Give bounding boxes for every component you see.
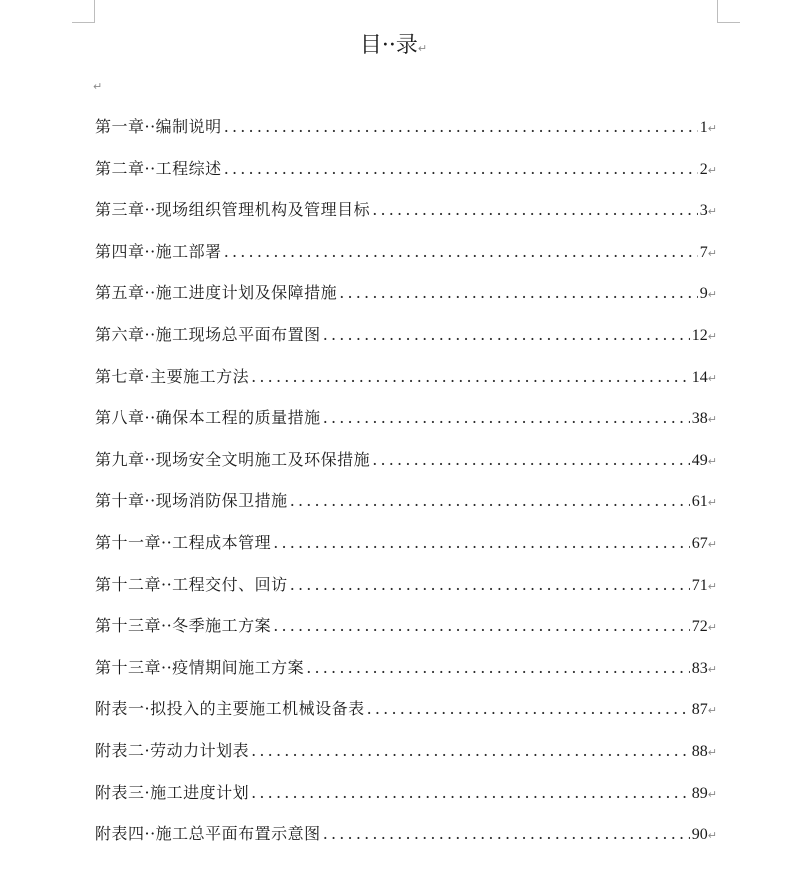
toc-entry-page-number[interactable]: 7 bbox=[699, 243, 708, 261]
paragraph-mark-icon: ↵ bbox=[707, 205, 717, 219]
paragraph-mark-icon: ↵ bbox=[707, 621, 717, 635]
toc-entry[interactable] bbox=[95, 114, 717, 156]
toc-entry-page-number[interactable]: 87 bbox=[691, 701, 708, 719]
toc-entry[interactable] bbox=[95, 280, 717, 322]
toc-entry-page-number[interactable]: 2 bbox=[699, 160, 708, 178]
paragraph-mark-icon: ↵ bbox=[707, 371, 717, 385]
toc-dot-leader bbox=[251, 741, 690, 760]
toc-dot-leader bbox=[339, 283, 698, 302]
toc-entry[interactable] bbox=[95, 447, 717, 489]
toc-entry[interactable] bbox=[95, 156, 717, 198]
toc-entry-page-number[interactable]: 89 bbox=[691, 784, 708, 802]
toc-entry[interactable] bbox=[95, 530, 717, 572]
toc-entry-label[interactable]: 第二章··工程综述 bbox=[95, 158, 222, 178]
toc-entry-label[interactable]: 附表三·施工进度计划 bbox=[95, 782, 250, 802]
toc-entry-label[interactable]: 第十二章··工程交付、回访 bbox=[95, 574, 288, 594]
toc-entry[interactable] bbox=[95, 655, 717, 697]
toc-entry[interactable] bbox=[95, 488, 717, 530]
toc-dot-leader bbox=[372, 450, 690, 469]
paragraph-mark-icon: ↵ bbox=[707, 829, 717, 843]
toc-dot-leader bbox=[306, 658, 690, 677]
toc-entry-label[interactable]: 附表二·劳动力计划表 bbox=[95, 740, 250, 760]
toc-entry-label[interactable]: 第八章··确保本工程的质量措施 bbox=[95, 408, 321, 428]
toc-entry-page-number[interactable]: 71 bbox=[691, 576, 708, 594]
paragraph-mark-icon: ↵ bbox=[707, 288, 717, 302]
toc-dot-leader bbox=[323, 824, 690, 843]
toc-entry-label[interactable]: 第九章··现场安全文明施工及环保措施 bbox=[95, 449, 371, 469]
toc-title-text: 目··录 bbox=[359, 33, 418, 58]
toc-entry-label[interactable]: 第三章··现场组织管理机构及管理目标 bbox=[95, 200, 371, 220]
paragraph-mark-icon: ↵ bbox=[707, 745, 717, 759]
toc-dot-leader bbox=[323, 325, 690, 344]
paragraph-mark-icon: ↵ bbox=[707, 537, 717, 551]
toc-entry-page-number[interactable]: 38 bbox=[691, 410, 708, 428]
toc-entry-page-number[interactable]: 49 bbox=[691, 451, 708, 469]
toc-entry-label[interactable]: 第六章··施工现场总平面布置图 bbox=[95, 324, 321, 344]
toc-dot-leader bbox=[290, 575, 690, 594]
toc-entry-label[interactable]: 第十三章··疫情期间施工方案 bbox=[95, 657, 305, 677]
toc-entry-page-number[interactable]: 67 bbox=[691, 534, 708, 552]
empty-paragraph-mark-icon: ↵ bbox=[93, 80, 103, 93]
paragraph-mark-icon: ↵ bbox=[707, 122, 717, 135]
toc-entry[interactable] bbox=[95, 364, 717, 406]
paragraph-mark-icon: ↵ bbox=[707, 413, 717, 427]
toc-entry[interactable] bbox=[95, 197, 717, 239]
paragraph-mark-icon: ↵ bbox=[707, 246, 717, 260]
toc-entry-label[interactable]: 第十章··现场消防保卫措施 bbox=[95, 491, 288, 511]
paragraph-mark-icon: ↵ bbox=[707, 496, 717, 510]
toc-entry-page-number[interactable]: 14 bbox=[691, 368, 708, 386]
toc-entry-label[interactable]: 第七章·主要施工方法 bbox=[95, 366, 250, 386]
toc-dot-leader bbox=[323, 408, 690, 427]
paragraph-mark-icon: ↵ bbox=[707, 579, 717, 593]
paragraph-mark-icon: ↵ bbox=[707, 163, 717, 177]
toc-entry-page-number[interactable]: 1 bbox=[699, 119, 708, 136]
toc-dot-leader bbox=[273, 616, 690, 635]
toc-dot-leader bbox=[224, 159, 698, 178]
toc-dot-leader bbox=[251, 367, 690, 386]
toc-entry-page-number[interactable]: 12 bbox=[691, 326, 708, 344]
toc-dot-leader bbox=[224, 117, 698, 136]
toc-dot-leader bbox=[367, 699, 690, 718]
toc-entry-label[interactable]: 第四章··施工部署 bbox=[95, 241, 222, 261]
toc-entry[interactable] bbox=[95, 821, 717, 863]
paragraph-mark-icon: ↵ bbox=[707, 704, 717, 718]
toc-entry[interactable] bbox=[95, 613, 717, 655]
toc-dot-leader bbox=[251, 783, 690, 802]
toc-entry-page-number[interactable]: 3 bbox=[699, 202, 708, 220]
paragraph-mark-icon: ↵ bbox=[417, 42, 428, 55]
toc-entry-page-number[interactable]: 90 bbox=[691, 826, 708, 844]
toc-entry[interactable] bbox=[95, 738, 717, 780]
toc-entry[interactable] bbox=[95, 780, 717, 822]
toc-entry-label[interactable]: 第十三章··冬季施工方案 bbox=[95, 616, 272, 636]
toc-entry[interactable] bbox=[95, 239, 717, 281]
toc-entry[interactable] bbox=[95, 405, 717, 447]
toc-entry[interactable] bbox=[95, 696, 717, 738]
toc-entry-page-number[interactable]: 88 bbox=[691, 742, 708, 760]
toc-dot-leader bbox=[372, 200, 698, 219]
toc-dot-leader bbox=[290, 491, 690, 510]
toc-dot-leader bbox=[224, 242, 698, 261]
paragraph-mark-icon: ↵ bbox=[707, 787, 717, 801]
toc-entry-label[interactable]: 第十一章··工程成本管理 bbox=[95, 532, 272, 552]
toc-entry-page-number[interactable]: 9 bbox=[699, 285, 708, 303]
toc-entry-label[interactable]: 附表四··施工总平面布置示意图 bbox=[95, 824, 321, 844]
toc-entry-page-number[interactable]: 72 bbox=[691, 618, 708, 636]
toc-entry-page-number[interactable]: 83 bbox=[691, 659, 708, 677]
toc-entry[interactable] bbox=[95, 572, 717, 614]
toc-entry-label[interactable]: 第五章··施工进度计划及保障措施 bbox=[95, 283, 338, 303]
paragraph-mark-icon: ↵ bbox=[707, 329, 717, 343]
toc-entry[interactable] bbox=[95, 322, 717, 364]
toc-entry-label[interactable]: 第一章··编制说明 bbox=[95, 117, 222, 136]
toc-entry-label[interactable]: 附表一·拟投入的主要施工机械设备表 bbox=[95, 699, 365, 719]
paragraph-mark-icon: ↵ bbox=[707, 662, 717, 676]
toc-entry-page-number[interactable]: 61 bbox=[691, 493, 708, 511]
table-of-contents bbox=[95, 114, 717, 863]
toc-dot-leader bbox=[273, 533, 690, 552]
page-corner-mark-left bbox=[72, 0, 95, 23]
page-corner-mark-right bbox=[717, 0, 740, 23]
toc-title bbox=[0, 28, 787, 59]
paragraph-mark-icon: ↵ bbox=[707, 454, 717, 468]
